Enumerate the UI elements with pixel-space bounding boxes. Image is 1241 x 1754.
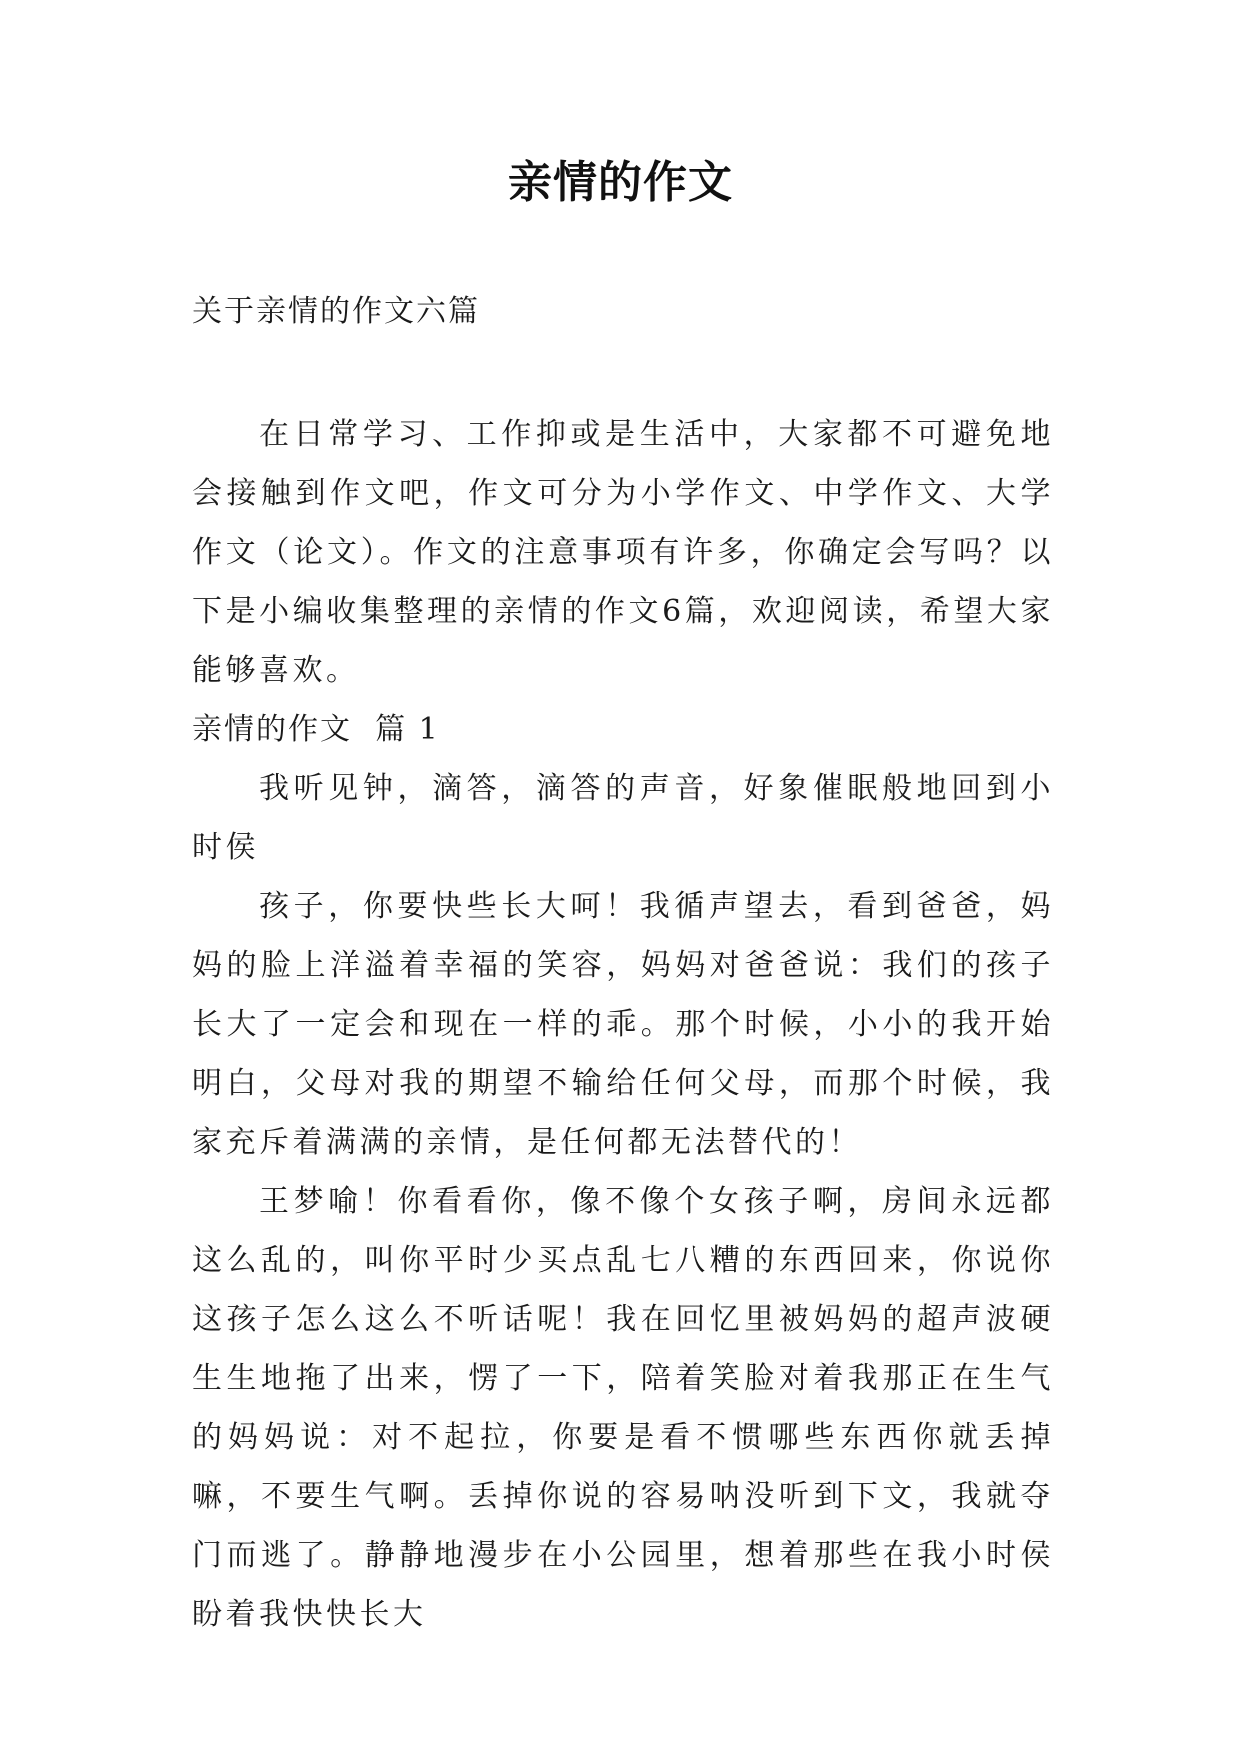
body-paragraph: 我听见钟，滴答，滴答的声音，好象催眠般地回到小时侯 [192,771,1054,865]
intro-paragraph: 在日常学习、工作抑或是生活中，大家都不可避免地会接触到作文吧，作文可分为小学作文、中学作文、大学作文（论文）。作文的注意事项有许多，你确定会写吗？以下是小编收集整理的亲情的作文6篇，欢迎阅读，希望大家能够喜欢。 [192,417,1054,688]
document-subtitle: 关于亲情的作文六篇 [192,294,480,329]
section-heading: 亲情的作文 篇 1 [192,712,440,747]
body-paragraph: 孩子，你要快些长大呵！我循声望去，看到爸爸，妈妈的脸上洋溢着幸福的笑容，妈妈对爸爸说：我们的孩子长大了一定会和现在一样的乖。那个时候，小小的我开始明白，父母对我的期望不输给任何父母，而那个时候，我家充斥着满满的亲情，是任何都无法替代的！ [192,889,1054,1160]
body-paragraph: 王梦喻！你看看你，像不像个女孩子啊，房间永远都这么乱的，叫你平时少买点乱七八糟的东西回来，你说你这孩子怎么这么不听话呢！我在回忆里被妈妈的超声波硬生生地拖了出来，愣了一下，陪着笑脸对着我那正在生气的妈妈说：对不起拉，你要是看不惯哪些东西你就丢掉嘛，不要生气啊。丢掉你说的容易呐没听到下文，我就夺门而逃了。静静地漫步在小公园里，想着那些在我小时侯盼着我快快长大 [192,1184,1054,1632]
document-body [192,405,1054,1644]
document-title: 亲情的作文 [508,157,733,208]
